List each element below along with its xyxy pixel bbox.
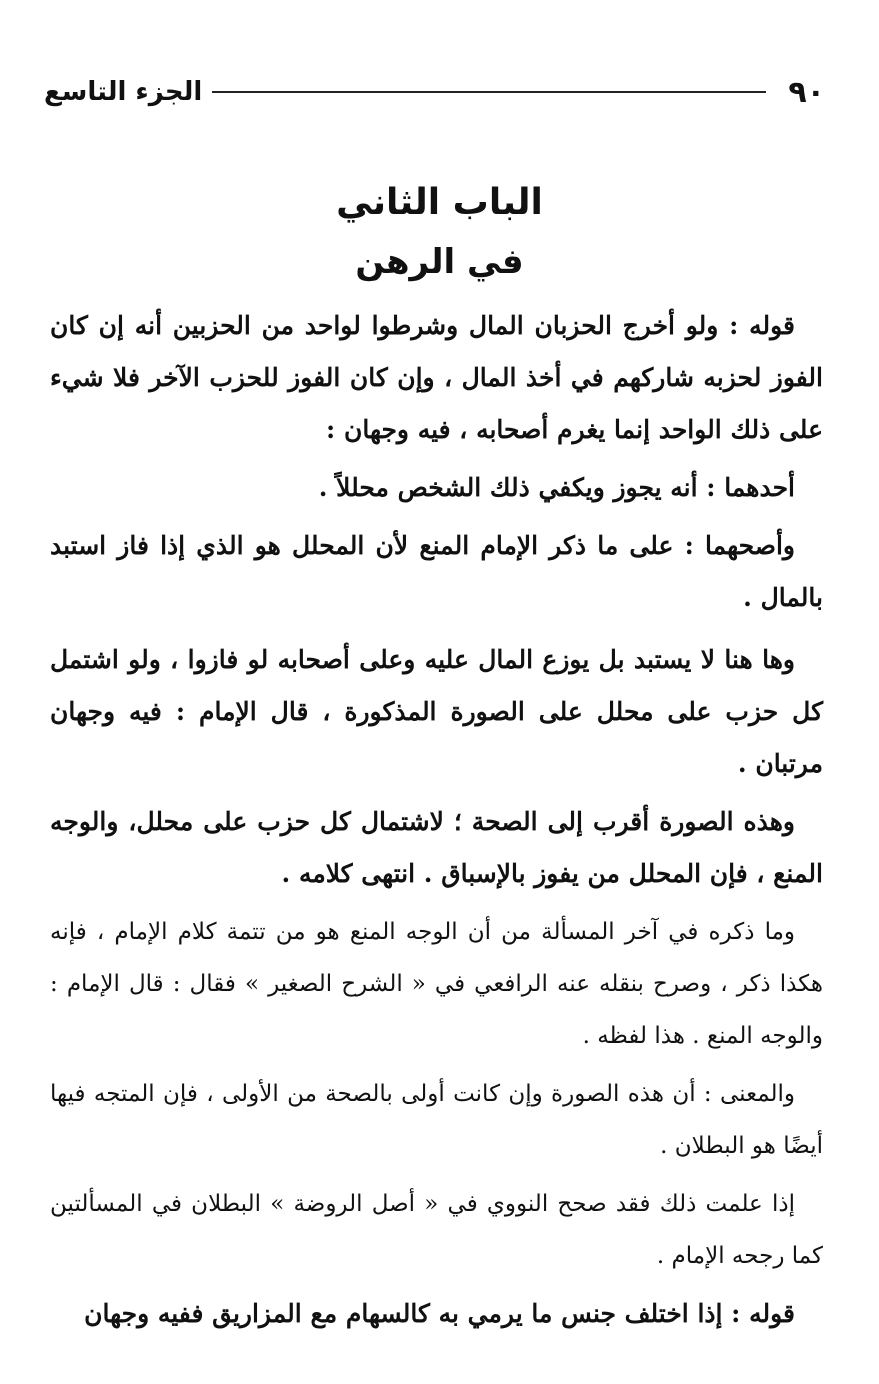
paragraph-4: وها هنا لا يستبد بل يوزع المال عليه وعلى أصحابه لو فازوا ، ولو اشتمل كل حزب على محلل على الصورة المذكورة ، قال الإمام : فيه وجهان مرتبان . bbox=[50, 645, 823, 778]
paragraph-3: وأصحهما : على ما ذكر الإمام المنع لأن المحلل هو الذي إذا فاز استبد بالمال . bbox=[50, 531, 823, 612]
paragraph-8: إذا علمت ذلك فقد صحح النووي في « أصل الروضة » البطلان في المسألتين كما رجحه الإمام . bbox=[50, 1191, 823, 1269]
paragraph-2: أحدهما : أنه يجوز ويكفي ذلك الشخص محللاً . bbox=[318, 473, 795, 502]
header-rule bbox=[212, 91, 766, 93]
paragraph-6: وما ذكره في آخر المسألة من أن الوجه المنع هو من تتمة كلام الإمام ، فإنه هكذا ذكر ، وصرح بنقله عنه الرافعي في « الشرح الصغير » فقال : قال الإمام : والوجه المنع . هذا لفظه . bbox=[50, 919, 823, 1049]
running-header bbox=[44, 72, 825, 112]
chapter-title: الباب الثاني bbox=[336, 182, 543, 223]
paragraph-7: والمعنى : أن هذه الصورة وإن كانت أولى بالصحة من الأولى ، فإن المتجه فيها أيضًا هو البطلان . bbox=[50, 1081, 823, 1159]
paragraph-5: وهذه الصورة أقرب إلى الصحة ؛ لاشتمال كل حزب على محلل، والوجه المنع ، فإن المحلل من يفوز بالإسباق . انتهى كلامه . bbox=[50, 807, 823, 888]
body-text bbox=[50, 300, 823, 1340]
paragraph-9: قوله : إذا اختلف جنس ما يرمي به كالسهام مع المزاريق ففيه وجهان bbox=[84, 1299, 795, 1328]
chapter-subtitle: في الرهن bbox=[355, 242, 524, 282]
page-number: ٩٠ bbox=[788, 74, 825, 110]
book-part-title: الجزء التاسع bbox=[44, 77, 203, 107]
paragraph-1: قوله : ولو أخرج الحزبان المال وشرطوا لواحد من الحزبين أنه إن كان الفوز لحزبه شاركهم في أخذ المال ، وإن كان الفوز للحزب الآخر فلا شيء على ذلك الواحد إنما يغرم أصحابه ، فيه وجهان : bbox=[50, 311, 823, 444]
